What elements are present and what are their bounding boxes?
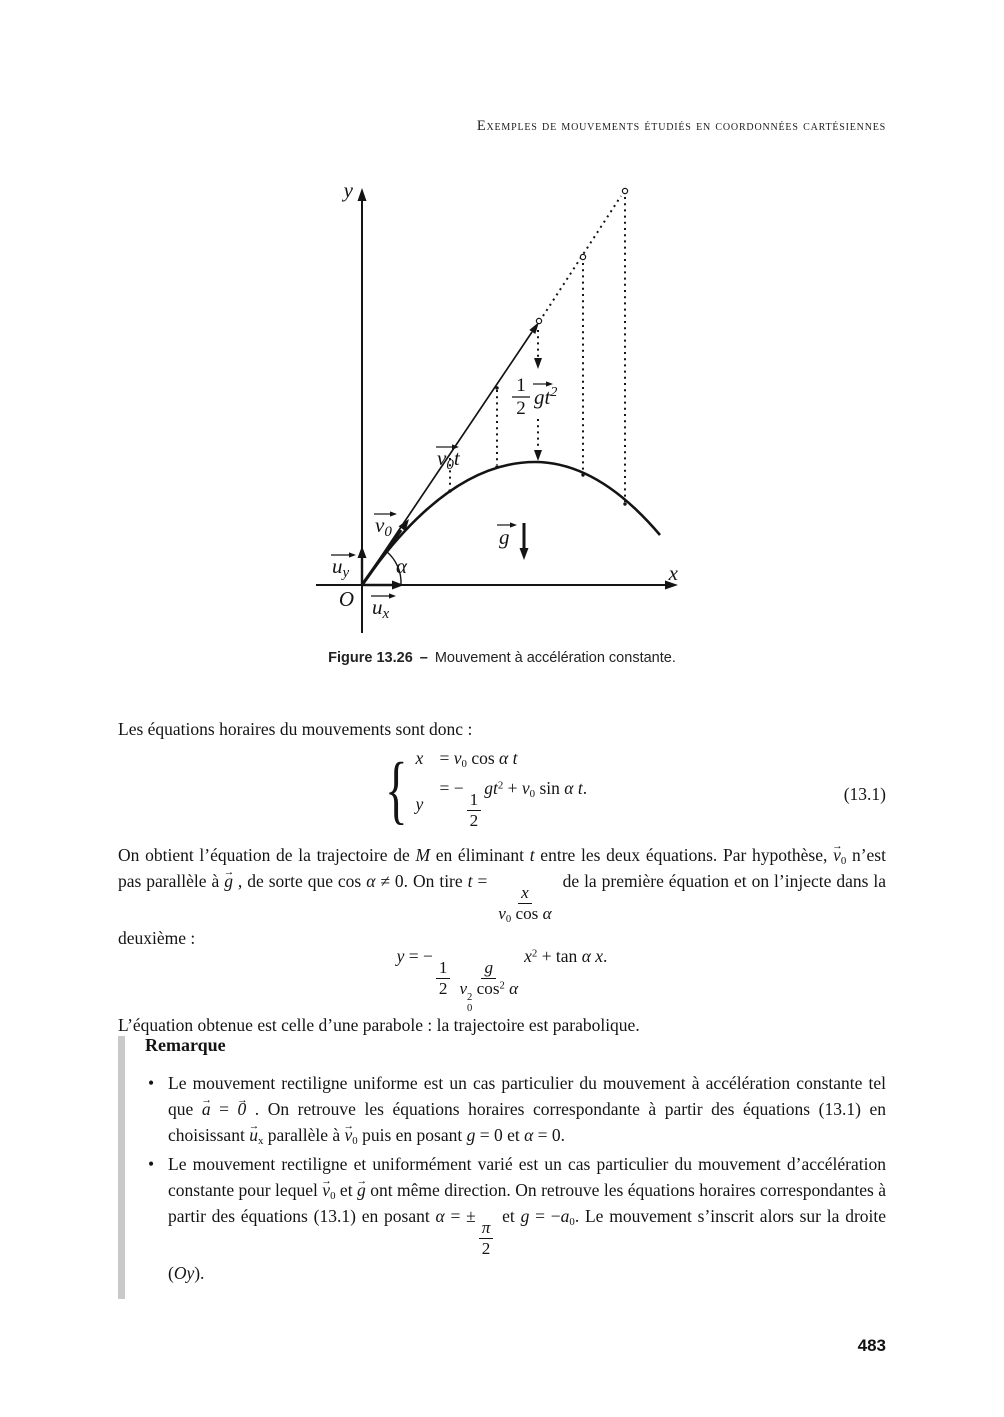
figure-caption-dash: – xyxy=(419,650,428,666)
v0t-label xyxy=(436,444,461,473)
equation-y-row: y = − $\frac{1}{2}$ $gt^2 + v_0$ sin α t. xyxy=(415,778,588,831)
remark-bullet-1: • Le mouvement rectiligne uniforme est un cas particulier du mouvement à accélération constante tel que → a = → 0 . On retrouve les équations horaires correspondante à partir des équations (13.1) en choisissant → $u_x$ parallèle à → $v_0$ puis en posant g = 0 et α = 0. xyxy=(148,1070,886,1148)
svg-text:1: 1 xyxy=(516,375,526,396)
figure-13-26-diagram xyxy=(310,172,705,647)
ux-vector-arrow xyxy=(362,581,404,590)
bullet-icon: • xyxy=(148,1073,155,1093)
half-gt2-label xyxy=(512,375,557,419)
x-axis-label: x xyxy=(668,561,678,585)
g-vector-arrow xyxy=(520,523,529,560)
figure-caption-text: Mouvement à accélération constante. xyxy=(434,650,676,666)
remark-bullet-2: • Le mouvement rectiligne et uniformément varié est un cas particulier du mouvement d’accélération constante pour lequel → $v_0$ et → g ont même direction. On retrouve les équations horaires correspondantes à partir des équations (13.1) en posant α = ± $\frac{\pi}{2}$ et $g = -a_0$. Le mouvement s’inscrit alors sur la droite (Oy). xyxy=(148,1151,886,1286)
equation-13-1 xyxy=(118,748,886,832)
page-number: 483 xyxy=(857,1336,886,1355)
origin-label: O xyxy=(338,587,354,611)
system-brace: { xyxy=(385,747,408,832)
line-point-markers xyxy=(536,188,627,323)
svg-text:g: g xyxy=(499,525,510,549)
paragraph-conclusion: L’équation obtenue est celle d’une parabole : la trajectoire est parabolique. xyxy=(118,1015,640,1035)
equation-x-row: x = $v_0$ cos α t xyxy=(415,748,518,771)
alpha-label: α xyxy=(396,554,408,578)
v0-label xyxy=(374,511,397,540)
bullet-icon: • xyxy=(148,1154,155,1174)
svg-text:ux: ux xyxy=(372,595,390,622)
figure-caption xyxy=(252,650,752,666)
ux-label xyxy=(371,593,396,622)
remark-list xyxy=(148,1070,886,1289)
figure-caption-label: Figure 13.26 xyxy=(328,650,413,666)
paragraph-intro-equations: Les équations horaires du mouvements sont donc : xyxy=(118,719,473,739)
equation-13-1-system xyxy=(385,748,587,832)
remark-side-bar xyxy=(118,1036,125,1299)
svg-text:gt2: $gt^2$ xyxy=(534,385,558,409)
uy-label xyxy=(331,552,356,581)
svg-text:v0: v0 xyxy=(375,513,392,540)
running-header: Exemples de mouvements étudiés en coordonnées cartésiennes xyxy=(476,118,886,134)
equation-number: (13.1) xyxy=(843,784,886,804)
remark-title: Remarque xyxy=(145,1035,226,1055)
g-label xyxy=(497,522,517,549)
paragraph-trajectory: On obtient l’équation de la trajectoire de M en éliminant t entre les deux équations. Par hypothèse, → $v_0$ n’est pas parallèle à → g , de sorte que cos α ≠ 0. On tire t = $\frac{x}{v_0 \cos \alpha}$ de la première équation et on l’injecte dans la deuxième : xyxy=(118,842,886,951)
y-axis-label: y xyxy=(343,178,353,202)
svg-text:uy: uy xyxy=(332,554,350,581)
svg-text:2: 2 xyxy=(516,398,526,419)
svg-text:v0t: v0t xyxy=(437,446,460,473)
equation-parabola: y = − $\frac{1}{2}$ g v 2 0 $\cos^2 \alpha$ $x^2 + \tan \alpha$ x. xyxy=(396,946,608,1014)
